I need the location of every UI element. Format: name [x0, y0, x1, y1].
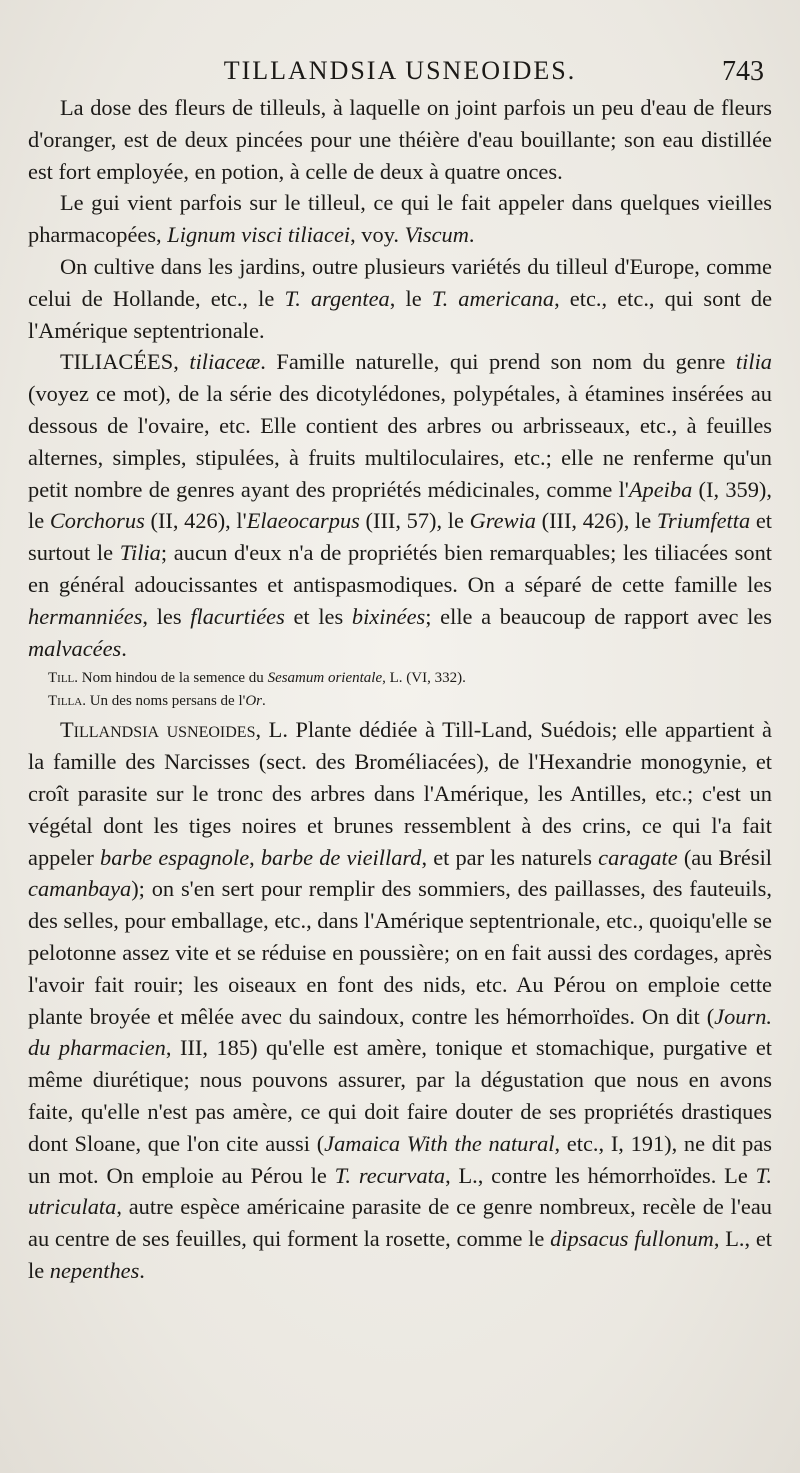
italic-term: Journ. du pharmacien: [28, 1003, 772, 1061]
italic-term: barbe de vieillard: [260, 844, 422, 870]
text-run: , voy.: [350, 222, 405, 248]
text-run: (voyez ce mot), de la série des dicotylédones, polypétales, à étamines insérées au dessous de l'ovaire, etc. Elle contient des arbres ou arbrisseaux, etc., à feuilles alternes, simples, stipulées, à fruits multiloculaires, etc.; elle ne renferme qu'un petit nombre de genres ayant des propriétés médicinales, comme l': [28, 381, 772, 502]
text-run: ,: [249, 844, 261, 870]
note-headword: Till.: [48, 670, 79, 687]
text-run: , etc., I, 191), ne dit pas un mot. On emploie au Pérou le: [28, 1130, 772, 1188]
note-till: [28, 668, 772, 689]
italic-term: T. americana: [431, 285, 555, 311]
italic-term: Tilia: [119, 540, 161, 566]
italic-term: T. argentea: [284, 285, 390, 311]
text-run: , etc., etc., qui sont de l'Amérique septentrionale.: [28, 285, 773, 343]
text-run: , les: [142, 603, 191, 629]
text-run: , et par les naturels: [421, 844, 599, 870]
italic-term: tilia: [735, 349, 772, 375]
text-run: (I, 359), le: [28, 476, 772, 534]
italic-term: dipsacus fullonum: [550, 1226, 714, 1252]
italic-term: T. recurvata: [334, 1162, 446, 1188]
italic-term: barbe espagnole: [100, 844, 250, 870]
text-run: .: [121, 635, 127, 661]
italic-term: Elaeocarpus: [246, 508, 360, 534]
italic-term: Corchorus: [49, 508, 145, 534]
text-run: , L. (VI, 332).: [382, 670, 466, 687]
text-run: ); on s'en sert pour remplir des sommiers, des paillasses, des fauteuils, des selles, pour emballage, etc., dans l'Amérique septentrionale, etc., quoiqu'elle se pelotonne assez vite et se réduise en poussière; on en fait aussi des cordages, après l'avoir fait rouir; les oiseaux en font des nids, etc. Au Pérou on emploie cette plante broyée et mêlée avec du saindoux, contre les hémorrhoïdes. On dit (: [28, 876, 772, 1029]
text-run: (au Brésil: [677, 844, 773, 870]
text-run: et surtout le: [28, 508, 772, 566]
text-run: Un des noms persans de l': [85, 693, 246, 710]
text-run: , le: [389, 285, 432, 311]
text-run: On cultive dans les jardins, outre plusieurs variétés du tilleul d'Europe, comme celui de Hollande, etc., le: [28, 253, 772, 311]
page-number: 743: [722, 56, 764, 87]
text-run: ,: [173, 349, 190, 375]
text-run: , L., contre les hémorrhoïdes. Le: [445, 1162, 756, 1188]
text-run: , L. Plante dédiée à Till-Land, Suédois; elle appartient à la famille des Narcisses (sect. des Broméliacées), de l'Hexandrie monogynie, et croît parasite sur le tronc des arbres dans l'Amérique, les Antilles, etc.; c'est un végétal dont les tiges noires et brunes ressemblent à des crins, ce qui l'a fait appeler: [28, 717, 772, 870]
text-run: et les: [284, 603, 352, 629]
entry-tiliacees: [28, 346, 772, 664]
page-body: [28, 92, 772, 1453]
text-run: ; elle a beaucoup de rapport avec les: [425, 603, 772, 629]
text-run: (III, 57), le: [359, 508, 470, 534]
italic-term: camanbaya: [28, 876, 132, 902]
italic-term: Viscum: [404, 222, 469, 248]
italic-term: bixinées: [351, 603, 426, 629]
text-run: La dose des fleurs de tilleuls, à laquelle on joint parfois un peu d'eau de fleurs d'oranger, est de deux pincées pour une théière d'eau bouillante; son eau distillée est fort employée, en potion, à celle de deux à quatre onces.: [28, 95, 772, 184]
italic-term: Lignum visci tiliacei: [167, 222, 351, 248]
paragraph-tilleul-dose: [28, 92, 772, 187]
italic-term: hermanniées: [28, 603, 143, 629]
italic-term: Apeiba: [628, 476, 693, 502]
text-run: (II, 426), l': [144, 508, 247, 534]
italic-term: Sesamum orientale: [267, 670, 383, 687]
text-run: Le gui vient parfois sur le tilleul, ce qui le fait appeler dans quelques vieilles pharmacopées,: [28, 190, 772, 248]
italic-term: Grewia: [469, 508, 536, 534]
italic-term: malvacées: [28, 635, 122, 661]
italic-term: caragate: [598, 844, 678, 870]
text-run: .: [262, 693, 266, 710]
text-run: , L., et le: [28, 1226, 772, 1283]
text-run: , III, 185) qu'elle est amère, tonique et stomachique, purgative et même diurétique; nous pouvons assurer, par la dégustation que nous en avons faite, qu'elle n'est pas amère, ce qui doit faire douter de ses propriétés drastiques dont Sloane, que l'on cite aussi (: [28, 1035, 772, 1156]
paragraph-cultive: [28, 251, 772, 346]
running-title: TILLANDSIA USNEOIDES.: [223, 56, 577, 85]
italic-term: T. utriculata: [28, 1162, 773, 1220]
text-run: (III, 426), le: [535, 508, 657, 534]
entry-headword: TILIACÉES: [60, 349, 174, 375]
paragraph-gui: [28, 187, 772, 251]
entry-headword: Tillandsia usneoides: [60, 717, 256, 743]
italic-term: tiliaceæ: [189, 349, 261, 375]
italic-term: Triumfetta: [656, 508, 751, 534]
text-run: .: [468, 222, 475, 248]
page-header: [0, 50, 800, 90]
text-run: , autre espèce américaine parasite de ce genre nombreux, recèle de l'eau au centre de ses feuilles, qui forment la rosette, comme le: [28, 1194, 772, 1252]
text-run: Nom hindou de la semence du: [78, 670, 268, 687]
text-run: . Famille naturelle, qui prend son nom du genre: [260, 349, 736, 375]
text-run: ; aucun d'eux n'a de propriétés bien remarquables; les tiliacées sont en général adoucissantes et antispasmodiques. On a séparé de cette famille les: [28, 540, 773, 597]
note-tilla: [28, 691, 772, 712]
italic-term: flacurtiées: [190, 603, 285, 629]
text-run: .: [139, 1257, 145, 1283]
note-headword: Tilla.: [48, 693, 86, 710]
italic-term: Or: [245, 693, 262, 710]
italic-term: nepenthes: [49, 1257, 140, 1283]
entry-tillandsia: [28, 714, 772, 1286]
italic-term: Jamaica With the natural: [324, 1130, 555, 1156]
